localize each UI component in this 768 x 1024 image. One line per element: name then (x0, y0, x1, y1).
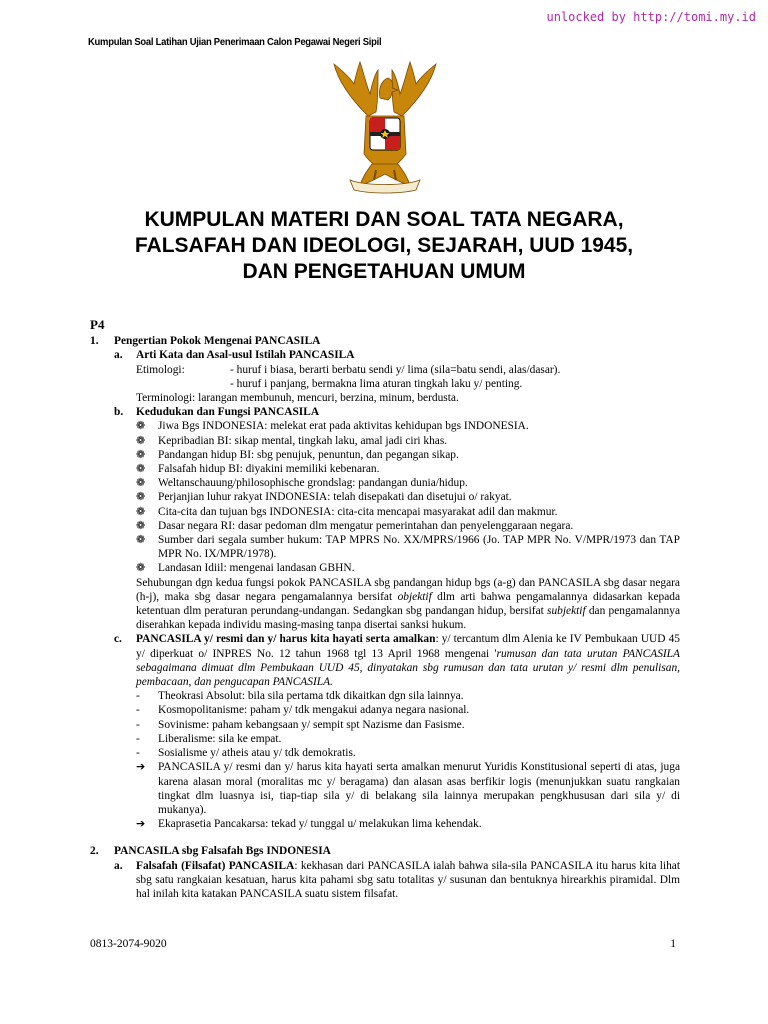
section-number: 2. (90, 845, 99, 858)
flower-bullet-icon: ❁ (136, 519, 146, 532)
section-label: P4 (90, 317, 105, 332)
paham-item (136, 703, 680, 717)
dash-bullet: - (136, 732, 140, 745)
subsection-title: Falsafah (Filsafat) PANCASILA (136, 859, 295, 872)
kedudukan-item (136, 519, 680, 533)
kedudukan-item-text: Falsafah hidup BI: diyakini memiliki kebenaran. (158, 463, 380, 476)
section-title: PANCASILA sbg Falsafah Bgs INDONESIA (114, 845, 331, 858)
paham-item-text: Theokrasi Absolut: bila sila pertama tdk dikaitkan dgn sila lainnya. (158, 690, 464, 703)
subsection-1b-heading (114, 405, 680, 419)
dash-bullet: - (136, 747, 140, 760)
footer-phone: 0813-2074-9020 (90, 938, 167, 950)
paham-item-text: Sosialisme y/ atheis atau y/ tdk demokratis. (158, 747, 356, 760)
section-title: Pengertian Pokok Mengenai PANCASILA (114, 335, 321, 348)
flower-bullet-icon: ❁ (136, 534, 146, 547)
page-number: 1 (670, 938, 676, 950)
etimologi-row-2 (136, 377, 680, 391)
flower-bullet-icon: ❁ (136, 463, 146, 476)
kedudukan-item-text: Jiwa Bgs INDONESIA: melekat erat pada aktivitas kehidupan bgs INDONESIA. (158, 420, 529, 433)
kedudukan-item (136, 448, 680, 462)
paham-item (136, 718, 680, 732)
dash-bullet: - (136, 704, 140, 717)
kedudukan-item (136, 505, 680, 519)
subsection-letter: c. (114, 633, 122, 646)
kedudukan-item-text: Weltanschauung/philosophische grondslag: pandangan dunia/hidup. (158, 477, 468, 490)
kedudukan-item (136, 434, 680, 448)
kedudukan-item-text: Kepribadian BI: sikap mental, tingkah laku, amal jadi ciri khas. (158, 434, 448, 447)
subsection-quote: rumusan dan tata urutan PANCASILA sebagaimana dimuat dlm Pembukaan UUD 45, dinyatakan sbg rumusan dan tata urutan y/ resmi dlm penulisan, pembacaan, dan pengucapan PANCASILA. (136, 647, 680, 689)
subsection-title: Kedudukan dan Fungsi PANCASILA (136, 406, 320, 419)
title-line-2: FALSAFAH DAN IDEOLOGI, SEJARAH, UUD 1945, (134, 234, 634, 257)
subsection-letter: a. (114, 859, 123, 872)
etimologi-row-1 (136, 363, 680, 377)
kedudukan-paragraph: Sehubungan dgn kedua fungsi pokok PANCASILA sbg pandangan hidup bgs (a-g) dan PANCASILA sbg dasar negara (h-j), maka sbg dasar negara pengamalannya bersifat objektif dlm arti bahwa pengamalannya didasarkan kepada ketentuan dlm peraturan perundang-undangan. Sedangkan sbg pandangan hidup, bersifat subjektif dan pengamalannya diserahkan kepada individu masing-masing tanpa disertai sanksi hukum. (136, 576, 680, 632)
paham-item-text: Kosmopolitanisme: paham y/ tdk mengakui adanya negara nasional. (158, 704, 470, 717)
subsection-title: PANCASILA y/ resmi dan y/ harus kita hayati serta amalkan (136, 633, 436, 646)
arrow-icon: ➔ (136, 817, 146, 831)
flower-bullet-icon: ❁ (136, 448, 146, 461)
flower-bullet-icon: ❁ (136, 477, 146, 490)
kedudukan-item-text: Cita-cita dan tujuan bgs INDONESIA: cita-cita mencapai masyarakat adil dan makmur. (158, 505, 558, 518)
arrow-icon: ➔ (136, 760, 146, 774)
paham-list (90, 689, 680, 760)
dash-bullet: - (136, 718, 140, 731)
etimologi-text: - huruf i panjang, bermakna lima aturan tingkah laku y/ penting. (230, 377, 523, 390)
arrow-text: Ekaprasetia Pancakarsa: tekad y/ tunggal u/ melakukan lima kehendak. (158, 818, 482, 831)
dash-bullet: - (136, 690, 140, 703)
title-line-3: DAN PENGETAHUAN UMUM (242, 260, 526, 283)
section-2-heading (90, 844, 680, 858)
subsection-text: : kekhasan dari PANCASILA ialah bahwa sila-sila PANCASILA itu harus kita lihat sbg satu rangkaian kesatuan, harus kita pahami sbg satu totalitas y/ susunan dan bentuknya hirearkhis piramidal. Dlm hal inilah kita katakan PANCASILA suatu sistem filsafat. (136, 859, 681, 900)
kedudukan-item-text: Dasar negara RI: dasar pedoman dlm mengatur pemerintahan dan penyelenggaraan negara. (158, 519, 574, 532)
paham-item (136, 732, 680, 746)
section-number: 1. (90, 335, 99, 348)
subsection-title: Arti Kata dan Asal-usul Istilah PANCASILA (136, 349, 355, 362)
kedudukan-item-text: Perjanjian luhur rakyat INDONESIA: telah disepakati dan disetujui o/ rakyat. (158, 491, 512, 504)
subsection-letter: a. (114, 349, 123, 362)
arrow-item (136, 817, 680, 831)
subsection-1c (114, 632, 680, 689)
kedudukan-item (136, 476, 680, 490)
arrow-item (136, 760, 680, 817)
kedudukan-item-text: Landasan Idiil: mengenai landasan GBHN. (158, 562, 355, 575)
garuda-emblem-icon (320, 58, 450, 196)
flower-bullet-icon: ❁ (136, 434, 146, 447)
kedudukan-item-text: Pandangan hidup BI: sbg penujuk, penuntun, dan pegangan sikap. (158, 448, 459, 461)
running-head: Kumpulan Soal Latihan Ujian Penerimaan Calon Pegawai Negeri Sipil (88, 36, 382, 48)
kedudukan-list (90, 419, 680, 575)
paham-item-text: Liberalisme: sila ke empat. (158, 732, 282, 745)
subsection-1a-heading (114, 348, 680, 362)
document-body (90, 318, 680, 901)
terminologi-text: Terminologi: larangan membunuh, mencuri, berzina, minum, berdusta. (136, 392, 459, 405)
kedudukan-item (136, 490, 680, 504)
title-line-1: KUMPULAN MATERI DAN SOAL TATA NEGARA, (144, 208, 624, 231)
kedudukan-item (136, 462, 680, 476)
flower-bullet-icon: ❁ (136, 420, 146, 433)
watermark: unlocked by http://tomi.my.id (546, 10, 756, 24)
etimologi-text: - huruf i biasa, berarti berbatu sendi y/ lima (sila=batu sendi, alas/dasar). (230, 363, 561, 376)
section-1-heading (90, 334, 680, 348)
kedudukan-item (136, 419, 680, 433)
kedudukan-item (136, 561, 680, 575)
paham-item-text: Sovinisme: paham kebangsaan y/ sempit spt Nazisme dan Fasisme. (158, 718, 465, 731)
document-title (60, 207, 708, 285)
flower-bullet-icon: ❁ (136, 505, 146, 518)
etimologi-label: Etimologi: (136, 363, 185, 376)
paham-item (136, 746, 680, 760)
paham-item (136, 689, 680, 703)
kedudukan-item (136, 533, 680, 561)
flower-bullet-icon: ❁ (136, 562, 146, 575)
kedudukan-item-text: Sumber dari segala sumber hukum: TAP MPRS No. XX/MPRS/1966 (Jo. TAP MPR No. V/MPR/1973 dan TAP MPR No. IX/MPR/1978). (158, 534, 680, 561)
arrow-text: PANCASILA y/ resmi dan y/ harus kita hayati serta amalkan menurut Yuridis Konstitusional seperti di atas, juga karena alasan moral (moralitas mc y/ beragama) dan alasan asas berfikir logis (menunjukkan suatu rangkaian tingkat dlm luasnya isi, tiap-tiap sila y/ di belakang sila lainnya merupakan pengkhususan dari sila y/ di mukanya). (158, 761, 680, 816)
subsection-text: : y/ tercantum dlm Alenia ke IV Pembukaan UUD 45 y/ diperkuat o/ INPRES No. 12 tahun 1968 tgl 13 April 1968 mengenai ' (136, 633, 680, 660)
flower-bullet-icon: ❁ (136, 491, 146, 504)
subsection-letter: b. (114, 406, 124, 419)
subsection-2a (114, 859, 680, 902)
